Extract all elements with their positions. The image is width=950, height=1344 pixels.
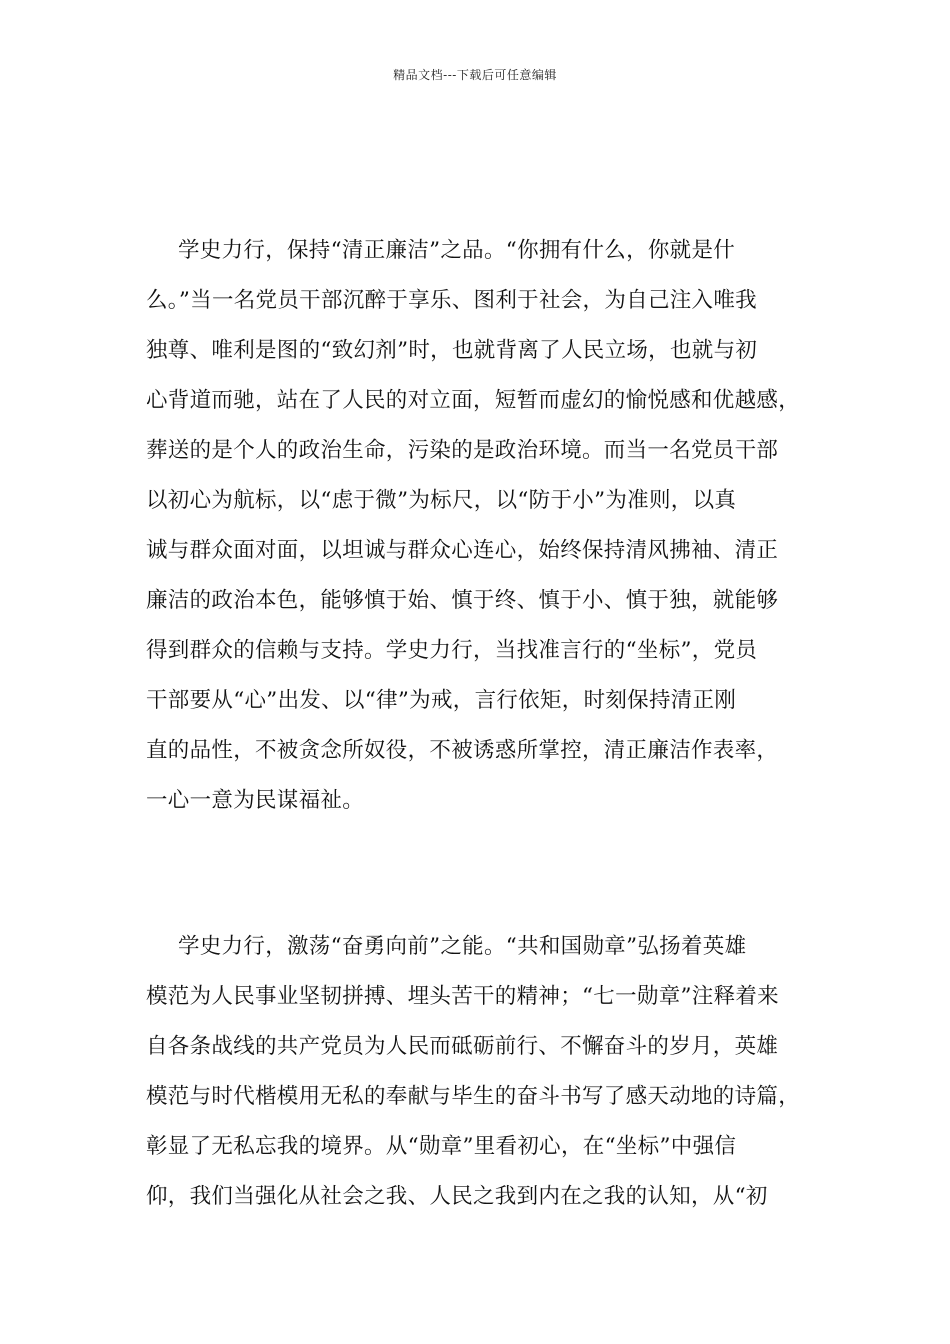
- paragraph-line: 彰显了无私忘我的境界。从“勋章”里看初心，在“坐标”中强信: [146, 1134, 737, 1159]
- paragraph-line: 得到群众的信赖与支持。学史力行，当找准言行的“坐标”，党员: [146, 638, 758, 663]
- paragraph-line: 模范为人民事业坚韧拼搏、埋头苦干的精神；“七一勋章”注释着来: [146, 984, 779, 1009]
- paragraph-line: 心背道而驰，站在了人民的对立面，短暂而虚幻的愉悦感和优越感，: [146, 388, 801, 413]
- paragraph-line: 廉洁的政治本色，能够慎于始、慎于终、慎于小、慎于独，就能够: [146, 588, 779, 613]
- paragraph-line: 么。”当一名党员干部沉醉于享乐、图利于社会，为自己注入唯我: [146, 288, 757, 313]
- paragraph-line: 直的品性，不被贪念所奴役，不被诱惑所掌控，清正廉洁作表率，: [146, 738, 779, 763]
- paragraph-line: 诚与群众面对面，以坦诚与群众心连心，始终保持清风拂袖、清正: [146, 538, 779, 563]
- paragraph-line: 仰，我们当强化从社会之我、人民之我到内在之我的认知，从“初: [146, 1184, 768, 1209]
- paragraph-line: 学史力行，保持“清正廉洁”之品。“你拥有什么，你就是什: [178, 238, 736, 263]
- paragraph-line: 独尊、唯利是图的“致幻剂”时，也就背离了人民立场，也就与初: [146, 338, 758, 363]
- paragraph-line: 葬送的是个人的政治生命，污染的是政治环境。而当一名党员干部: [146, 438, 779, 463]
- page-header: 精品文档---下载后可任意编辑: [393, 68, 557, 82]
- paragraph-line: 一心一意为民谋福祉。: [146, 788, 365, 813]
- paragraph-line: 干部要从“心”出发、以“律”为戒，言行依矩，时刻保持清正刚: [146, 688, 737, 713]
- paragraph-line: 以初心为航标，以“虑于微”为标尺，以“防于小”为准则，以真: [146, 488, 737, 513]
- paragraph-line: 模范与时代楷模用无私的奉献与毕生的奋斗书写了感天动地的诗篇，: [146, 1084, 801, 1109]
- paragraph-line: 自各条战线的共产党员为人民而砥砺前行、不懈奋斗的岁月，英雄: [146, 1034, 779, 1059]
- paragraph-line: 学史力行，激荡“奋勇向前”之能。“共和国勋章”弘扬着英雄: [178, 934, 747, 959]
